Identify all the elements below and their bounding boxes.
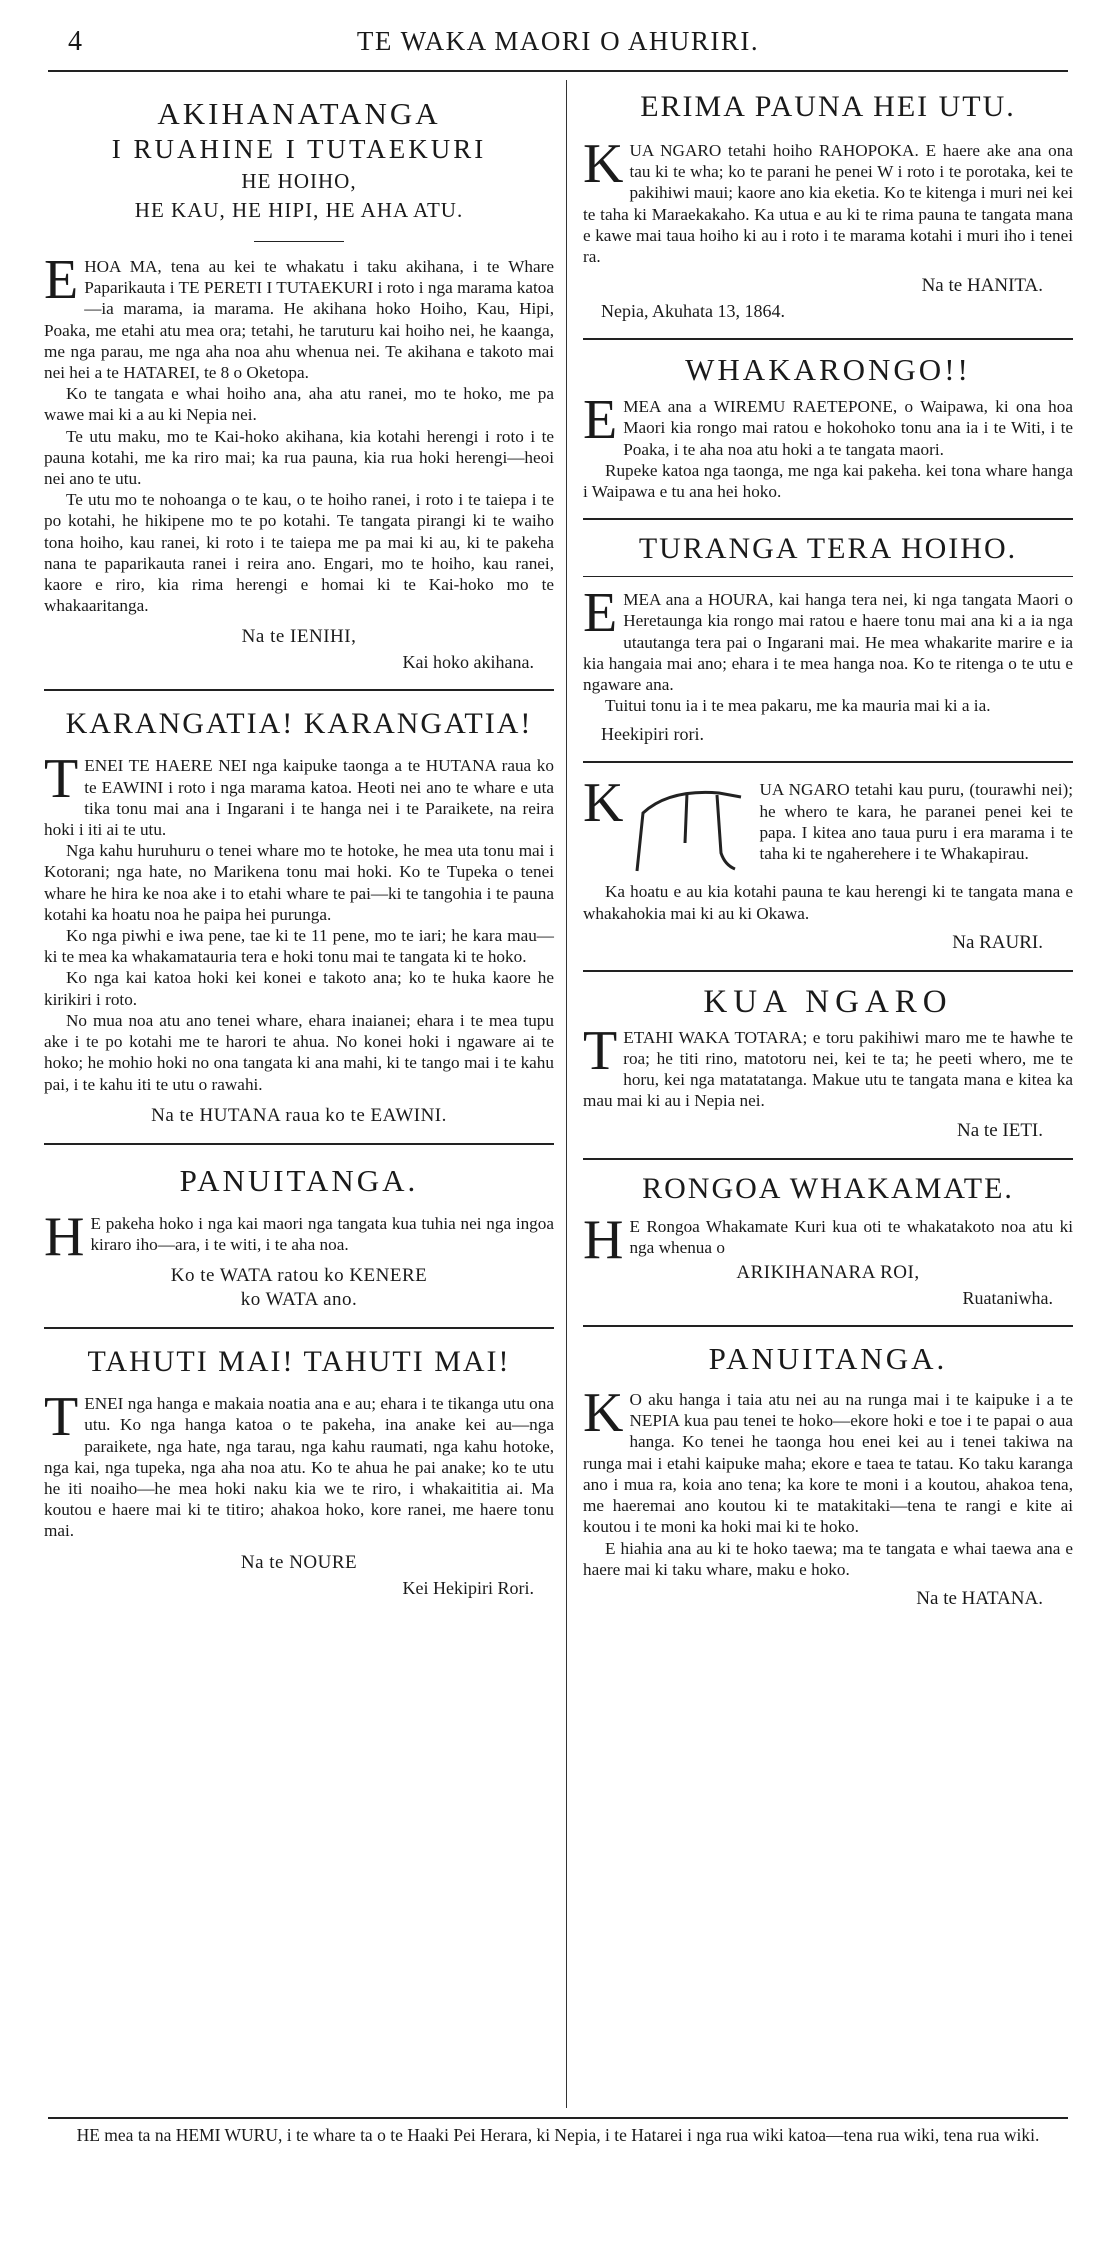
drop-cap: E [583, 389, 618, 452]
drop-cap: E [583, 582, 618, 645]
ad-signature: Ko te WATA ratou ko KENERE [170, 1265, 428, 1287]
ad-title: KUA NGARO [703, 983, 953, 1020]
ad-title: AKIHANATANGA [157, 96, 441, 131]
ad-paragraph: Ka hoatu e au kia kotahi pauna te kau herengi ki te tangata mana e whakahokia mai ki au ki Okawa. [583, 882, 1073, 923]
ad-karangatia [44, 691, 554, 1144]
drop-cap: T [44, 1386, 79, 1449]
ad-subtitle: HE KAU, HE HIPI, HE AHA ATU. [134, 198, 464, 222]
ad-turanga-tera [583, 520, 1073, 763]
ad-signature: Na te IETI. [957, 1119, 1043, 1141]
drop-cap: E [44, 249, 79, 311]
ad-signature-sub: Ruataniwha. [962, 1288, 1053, 1309]
ad-title: WHAKARONGO!! [685, 352, 971, 388]
ad-title: ERIMA PAUNA HEI UTU. [640, 90, 1016, 123]
drop-cap: K [583, 772, 624, 835]
ad-akihanatanga [44, 78, 554, 691]
ad-signature: Na te IENIHI, [241, 626, 357, 648]
ad-title: TAHUTI MAI! TAHUTI MAI! [87, 1345, 511, 1379]
ad-paragraph: EMEA ana a WIREMU RAETEPONE, o Waipawa, ki ona hoa Maori kia rongo mai ratou e hokohoko tonu ana ia i te Witi, i te Poaka, i te aha noa atu hoki a te tangata maori. [583, 389, 1073, 459]
ad-paragraph: H E Rongoa Whakamate Kuri kua oti te whakatakoto noa atu ki nga whenua o [583, 1208, 1073, 1271]
drop-cap: H [44, 1205, 85, 1268]
ad-signature: Na te HANITA. [921, 275, 1043, 297]
ad-title: RONGOA WHAKAMATE. [642, 1171, 1014, 1205]
drop-cap: T [44, 748, 79, 811]
ad-paragraph: TETAHI WAKA TOTARA; e toru pakihiwi maro me te hawhe te roa; he titi rino, matotoru nei, kei te ta; he peeti whero, me te horu, kei nga matatatanga. Makue utu te tangata mana e kitea ka mau mai ki au i Nepia nei. [583, 1019, 1073, 1111]
ad-paragraph: EHOA MA, tena au kei te whakatu i taku akihana, i te Whare Paparikauta i TE PERETI I TUTAEKURI i roto i nga marama katoa—ia marama, ia marama. He akihana hoko Hoiho, Kau, Hipi, Poaka, me etahi atu mea ora; tetahi, he taruturu kai hoiho nei, he kaanga, me nga parau, me nga aha noa ahu whenua nei. Te akihana e takoto mai nei hei a te HATAREI, te 8 o Oketopa. [44, 249, 554, 383]
left-column [44, 78, 554, 1599]
header-rule [48, 70, 1068, 72]
ad-location: Heekipiri rori. [601, 724, 704, 745]
ad-paragraph: Ko nga piwhi e iwa pene, tae ki te 11 pene, mo te iari; he kara mau—ki te mea ka whakamatauria tera e hoki tonu mai te tangata ki te hoko. [44, 926, 554, 967]
ad-tahuti-mai [44, 1329, 554, 1598]
ad-signature-sub: Kei Hekipiri Rori. [402, 1577, 534, 1598]
ad-paragraph: K UA NGARO tetahi kau puru, (tourawhi nei); he whero te kara, he paranei penei kei te papa. I kitea ano taua puru i era marama i te taha ki te ngaherehere i te Whakapirau. [583, 779, 1073, 864]
ad-paragraph: Rupeke katoa nga taonga, me nga kai pakeha. kei tona whare hanga i Waipawa e tu ana hei hoko. [583, 460, 1073, 502]
imprint-text: HE mea ta na HEMI WURU, i te whare ta o te Haaki Pei Herara, ki Nepia, i te Hatarei i nga rua wiki katoa—tena rua wiki, tena rua wiki. [76, 2125, 1040, 2145]
ad-erima-pauna [583, 78, 1073, 340]
ad-signature-sub: Kai hoko akihana. [402, 652, 534, 673]
ad-whakarongo [583, 340, 1073, 520]
ad-title: KARANGATIA! KARANGATIA! [65, 707, 533, 741]
drop-cap: T [583, 1019, 618, 1082]
ad-paragraph: No mua noa atu ano tenei whare, ehara inaianei; ehara i te mea tupu ake i te po kotahi me te harori te ahua. No konei hoki i ngaware ai te hoko; he mohio hoki no ona tangata ki ana mahi, ki te tango mai i te kahu pai, i te kahu iti te utu o rawahi. [44, 1010, 554, 1094]
column-divider [566, 80, 567, 2108]
ad-rongoa-whakamate [583, 1160, 1073, 1327]
ad-signature: Na te HATANA. [916, 1587, 1043, 1609]
page-number: 4 [68, 26, 82, 57]
ad-paragraph: H E pakeha hoko i nga kai maori nga tangata kua tuhia nei nga ingoa kiraro iho—ara, i te witi, i te aha noa. [44, 1205, 554, 1268]
ad-title: PANUITANGA. [708, 1341, 948, 1377]
running-title: TE WAKA MAORI O AHURIRI. [356, 26, 760, 56]
ad-paragraph: K O aku hanga i taia atu nei au na runga mai i te kaipuke i a te NEPIA kua pau tenei te hoko—ekore hoki e toe i te papai o aua hanga. Ko tenei he taonga hou enei kei au i tenei takiwa na runga mai i etahi kaipuke maha; ekore e taea te tatau. Ko taku karanga ano i mua ra, koia ano tena; ka kore te moni i a koutou, ahakoa tena, me haeremai ano koutou ki te matakitaki—tena te rangi e kite ai koutou i te moni ka hoki mai ki te hoko. [583, 1382, 1073, 1537]
footer-rule [48, 2117, 1068, 2119]
ad-paragraph: TENEI TE HAERE NEI nga kaipuke taonga a te HUTANA raua ko te EAWINI i roto i nga marama katoa. Heoti nei ano te whare e uta tika tonu mai ana i Ingarani i te hanga nei i te Paraikete, na reira hoki i iti ai te utu. [44, 748, 554, 840]
ad-paragraph: E hiahia ana au ki te hoko taewa; ma te tangata e whai taewa ana e haere mai ki taku whare, maku e hoko. [583, 1538, 1073, 1579]
ad-panuitanga-2 [583, 1327, 1073, 1610]
cattle-brand-illustration [629, 783, 747, 875]
ad-kau-puru [583, 763, 1073, 971]
page-header [48, 22, 1068, 62]
ad-subtitle: I RUAHINE I TUTAEKURI [111, 134, 487, 164]
drop-cap: K [583, 133, 624, 195]
ad-signature-sub: ko WATA ano. [240, 1289, 358, 1311]
imprint-footer [48, 2117, 1068, 2146]
ad-signature: Na te HUTANA raua ko te EAWINI. [151, 1104, 447, 1126]
ad-kua-ngaro [583, 972, 1073, 1160]
ad-paragraph: Tuitui tonu ia i te mea pakaru, me ka mauria mai ki a ia. [605, 696, 991, 716]
ad-signature: Na RAURI. [952, 931, 1043, 953]
ad-panuitanga [44, 1145, 554, 1329]
ad-paragraph: TENEI nga hanga e makaia noatia ana e au; ehara i te tikanga utu ona utu. Ko nga hanga katoa o te pakeha, ina anake kei au—nga paraikete, nga hate, nga tarau, nga kahu raumati, nga kahu hotoke, nga kai, nga tupeka, nga aha noa atu. Ko te ahua he pai anake; ko te utu he iti noaiho—he mea hoki naku kia we te riro, i whakaititia ai. Ma koutou e haere mai ki te titiro; ahakoa hoko, kore ranei, me haere tonu mai. [44, 1386, 554, 1541]
ad-signature: ARIKIHANARA ROI, [736, 1262, 920, 1284]
ad-paragraph: Te utu maku, mo te Kai-hoko akihana, kia kotahi herengi i roto i te pauna kotahi, me ka riro mai; ka rua pauna, kia rua hoki herengi—heoi nei ano te utu. [44, 426, 554, 489]
ad-title: PANUITANGA. [179, 1162, 419, 1198]
right-column [583, 78, 1073, 1610]
ad-title: TURANGA TERA HOIHO. [638, 532, 1018, 566]
ad-paragraph: Ko nga kai katoa hoki kei konei e takoto ana; ko te huka kaore he kirikiri i roto. [44, 968, 554, 1009]
drop-cap: H [583, 1208, 624, 1271]
ad-paragraph: Ko te tangata e whai hoiho ana, aha atu ranei, mo te hoko, me pa wawe mai ki a au ki Nepia nei. [44, 384, 554, 425]
ad-paragraph: Nga kahu huruhuru o tenei whare mo te hotoke, he mea uta tonu mai i Kotorani; nga hate, no Marikena tonu mai hoki. Ko te Tupeka o tenei whare he hira ke noa ake i to etahi whare te pai—ki te tangohia i te pauna kotahi ka hoatu noa he paipa hei purunga. [44, 841, 554, 924]
ad-signature: Na te NOURE [240, 1551, 358, 1573]
short-rule [254, 241, 344, 242]
ad-paragraph: KUA NGARO tetahi hoiho RAHOPOKA. E haere ake ana ona tau ki te wha; ko te parani he penei W i roto i te porotaka, kei te pakihiwi maui; kaore ano kia eketia. Ko te kitenga i muri nei kei te taha ki Maraekakaho. Ka utua e au ki te rima pauna te tangata mana e kawe mai taua hoiho ki au i roto i te marama kotahi i muri iho i tenei ra. [583, 133, 1073, 267]
ad-date: Nepia, Akuhata 13, 1864. [601, 301, 785, 322]
drop-cap: K [583, 1382, 624, 1445]
ad-paragraph: Te utu mo te nohoanga o te kau, o te hoiho ranei, i roto i te taiepa i te po kotahi, he hikipene mo te po kotahi. Te tangata pirangi ki te waiho tona hoiho, kau ranei, ki roto i te taiepa me pa mai ki au, ki te pakeha nana te paparikauta ranei i reira ano. Engari, mo te hoiho, kau ranei, kaore e riro, kia rima herengi e homai ki te Kai-hoko mo te whakaaritanga. [44, 490, 554, 616]
ad-subtitle: HE HOIHO, [241, 169, 357, 193]
ad-paragraph: EMEA ana a HOURA, kai hanga tera nei, ki nga tangata Maori o Heretaunga kia rongo mai ratou e haere tonu mai ana ki a ia nga utautanga tera pai o Ingarani mai. He mea whakarite marire e ia kia hangaia mai ano; ehara i te mea hanga noa. Ko te ritenga o te utu e ngaware ana. [583, 582, 1073, 695]
